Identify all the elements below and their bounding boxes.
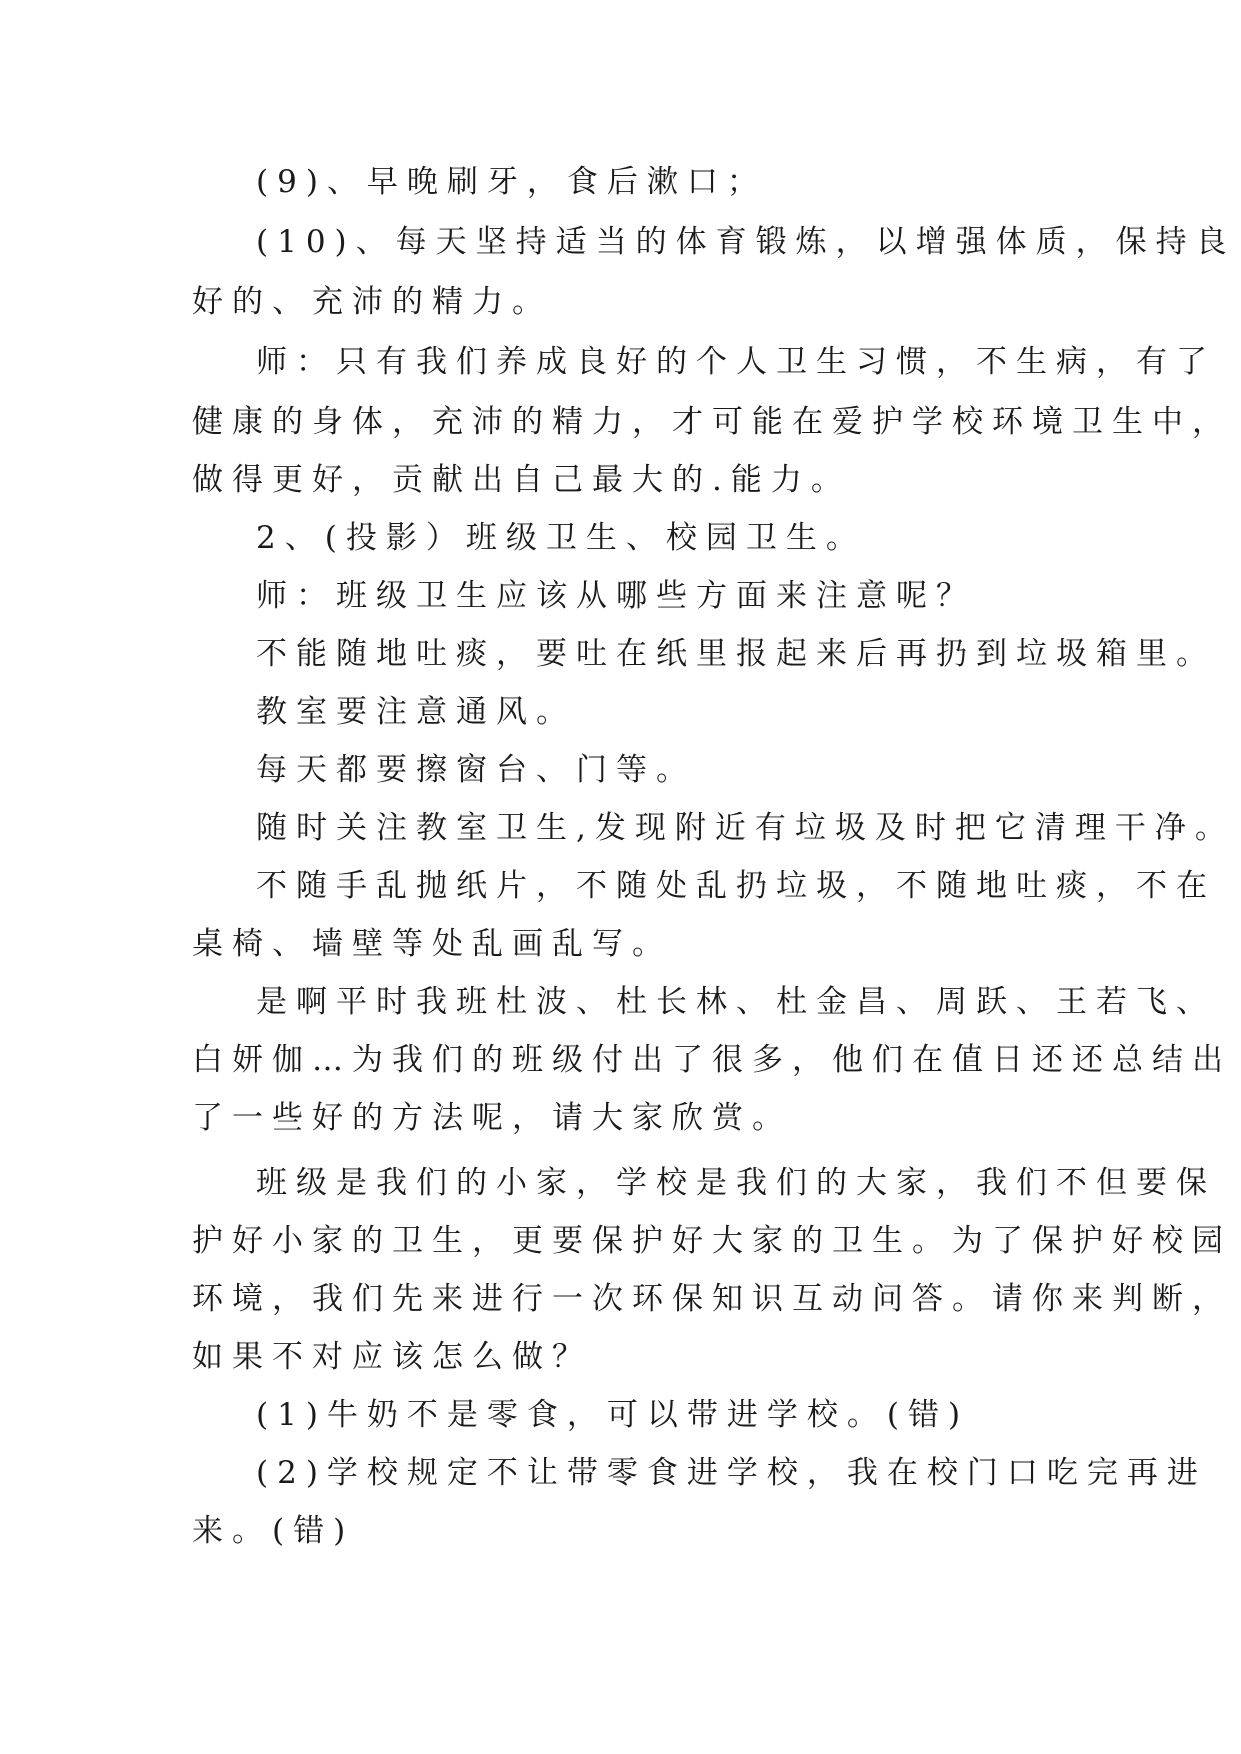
text-line: 2、(投影）班级卫生、校园卫生。: [256, 520, 866, 556]
text-line: (9)、早晚刷牙，食后漱口；: [256, 164, 767, 200]
text-line: 随时关注教室卫生,发现附近有垃圾及时把它清理干净。: [256, 810, 1235, 846]
text-line: 健康的身体，充沛的精力，才可能在爱护学校环境卫生中，: [192, 404, 1232, 440]
text-line: (10)、每天坚持适当的体育锻炼，以增强体质，保持良: [256, 224, 1236, 260]
text-line: 班级是我们的小家，学校是我们的大家，我们不但要保: [256, 1165, 1216, 1201]
text-line: 师：班级卫生应该从哪些方面来注意呢？: [256, 578, 976, 614]
text-line: 白妍伽…为我们的班级付出了很多，他们在值日还还总结出: [192, 1042, 1232, 1078]
text-line: 桌椅、墙壁等处乱画乱写。: [192, 926, 672, 962]
text-line: (1)牛奶不是零食，可以带进学校。(错): [256, 1397, 970, 1433]
text-line: 来。(错): [192, 1513, 355, 1549]
text-line: 师：只有我们养成良好的个人卫生习惯，不生病，有了: [256, 344, 1216, 380]
text-line: 环境，我们先来进行一次环保知识互动问答。请你来判断，: [192, 1281, 1232, 1317]
text-line: 不随手乱抛纸片，不随处乱扔垃圾，不随地吐痰，不在: [256, 868, 1216, 904]
text-line: 每天都要擦窗台、门等。: [256, 752, 696, 788]
text-line: 护好小家的卫生，更要保护好大家的卫生。为了保护好校园: [192, 1223, 1232, 1259]
text-line: 是啊平时我班杜波、杜长林、杜金昌、周跃、王若飞、: [256, 984, 1216, 1020]
text-line: 好的、充沛的精力。: [192, 284, 552, 320]
text-line: 了一些好的方法呢，请大家欣赏。: [192, 1100, 792, 1136]
text-line: 做得更好，贡献出自己最大的.能力。: [192, 462, 851, 498]
text-line: 如果不对应该怎么做？: [192, 1339, 592, 1375]
text-line: 教室要注意通风。: [256, 694, 576, 730]
text-line: (2)学校规定不让带零食进学校，我在校门口吃完再进: [256, 1455, 1207, 1491]
text-line: 不能随地吐痰，要吐在纸里报起来后再扔到垃圾箱里。: [256, 636, 1216, 672]
